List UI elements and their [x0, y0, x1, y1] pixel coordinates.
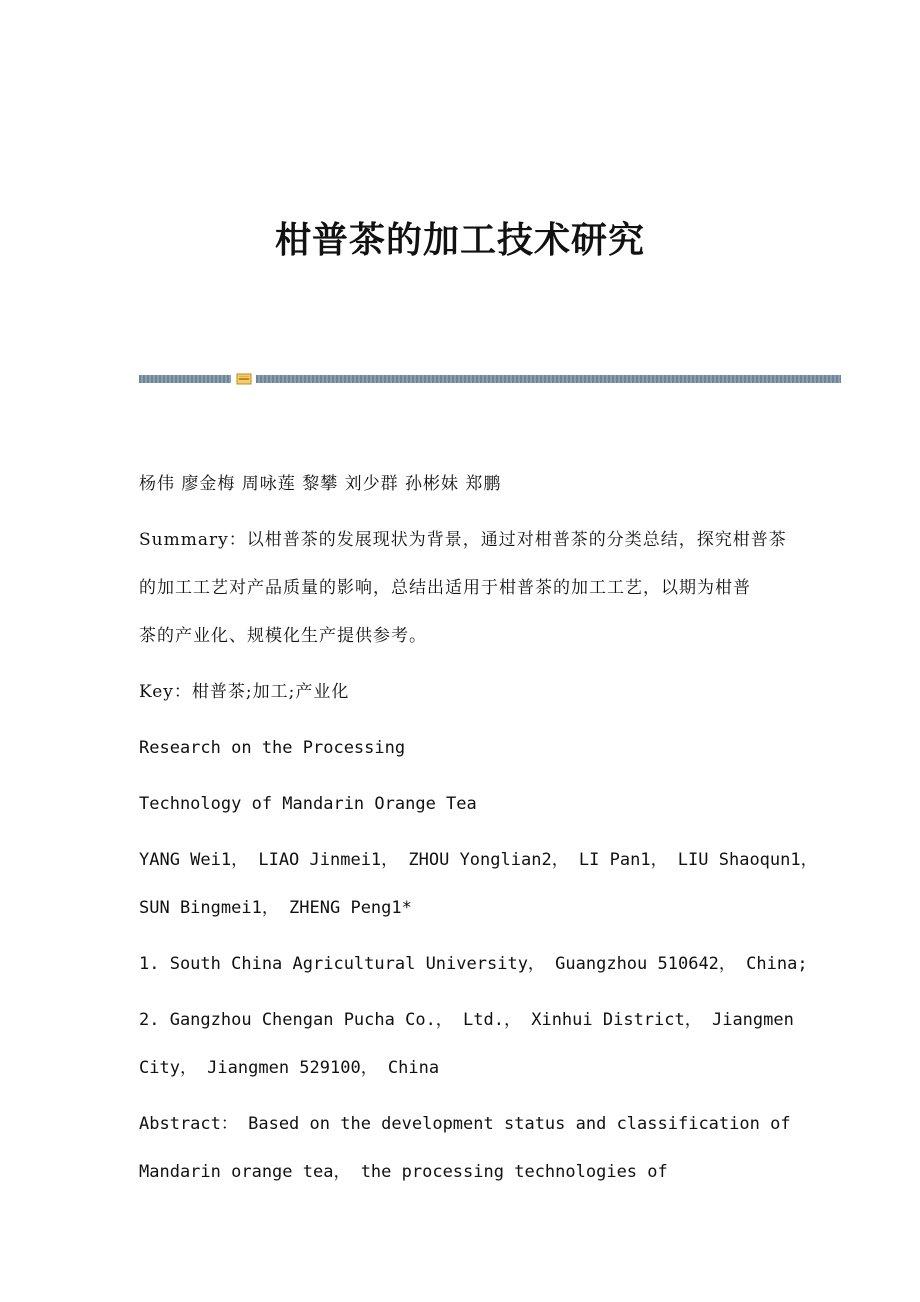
title-divider — [139, 373, 841, 385]
divider-bar-left — [139, 375, 231, 383]
affiliation-2-continued: City， Jiangmen 529100， China — [139, 1058, 440, 1078]
affiliation-2: 2. Gangzhou Chengan Pucha Co.， Ltd.， Xinhui District， Jiangmen — [139, 1010, 794, 1030]
authors-english-line-2: SUN Bingmei1， ZHENG Peng1* — [139, 898, 412, 918]
divider-ornament-icon — [236, 373, 252, 385]
authors-english-line-1: YANG Wei1， LIAO Jinmei1， ZHOU Yonglian2， LI Pan1， LIU Shaoqun1， — [139, 850, 818, 870]
english-title-line-1: Research on the Processing — [139, 738, 406, 758]
divider-bar-right — [256, 375, 841, 383]
paper-title: 柑普茶的加工技术研究 — [274, 219, 645, 261]
english-title-line-2: Technology of Mandarin Orange Tea — [139, 794, 477, 814]
abstract-line-1: Abstract： Based on the development status and classification of — [139, 1114, 791, 1134]
summary-line-1: Summary：以柑普茶的发展现状为背景，通过对柑普茶的分类总结，探究柑普茶 — [139, 530, 787, 550]
summary-line-3: 茶的产业化、规模化生产提供参考。 — [139, 626, 427, 646]
keywords: Key：柑普茶;加工;产业化 — [139, 682, 350, 702]
authors-chinese: 杨伟 廖金梅 周咏莲 黎攀 刘少群 孙彬妹 郑鹏 — [139, 474, 502, 494]
affiliation-1: 1. South China Agricultural University， Guangzhou 510642， China; — [139, 954, 808, 974]
abstract-line-2: Mandarin orange tea， the processing technologies of — [139, 1162, 668, 1182]
summary-line-2: 的加工工艺对产品质量的影响，总结出适用于柑普茶的加工工艺，以期为柑普 — [139, 578, 751, 598]
